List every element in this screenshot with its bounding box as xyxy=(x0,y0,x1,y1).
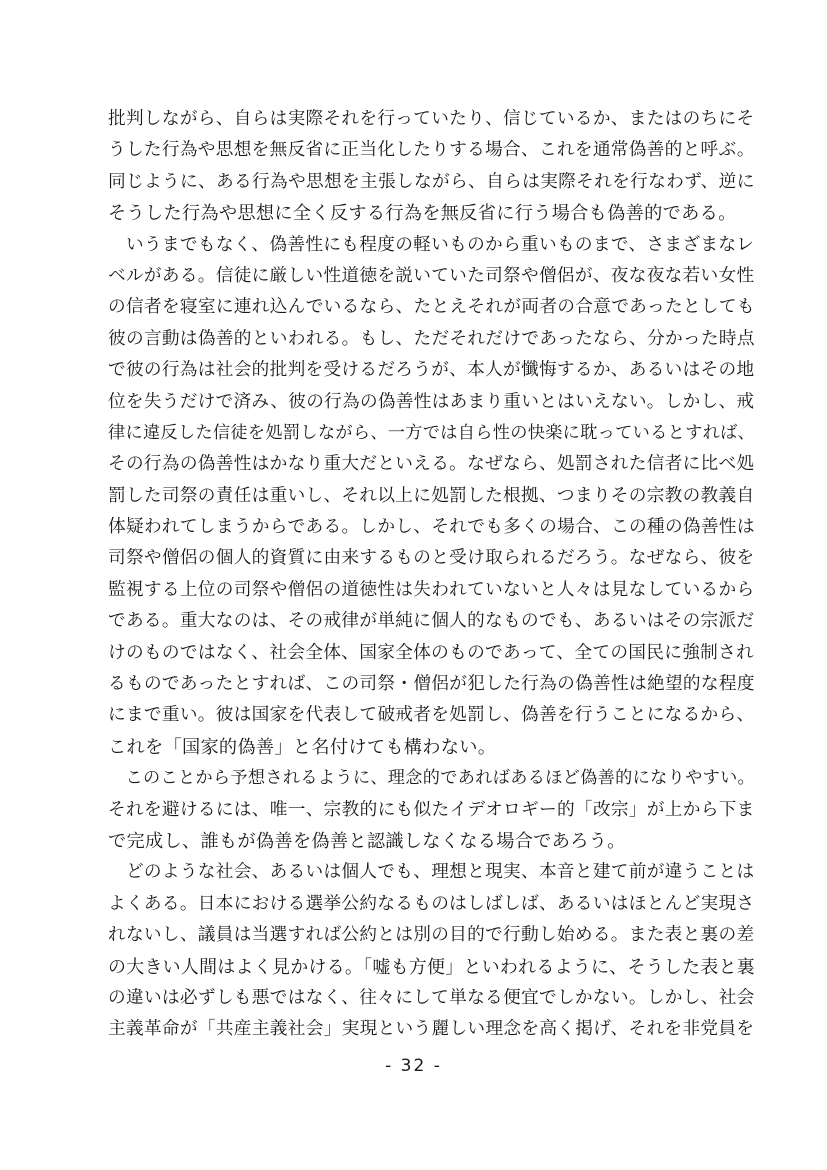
text-line: よくある。日本における選挙公約なるものはしばしば、あるいはほとんど実現さ xyxy=(108,893,755,914)
text-line: 体疑われてしまうからである。しかし、それでも多くの場合、この種の偽善性は xyxy=(108,517,755,538)
body-text xyxy=(108,104,758,1046)
text-line: れないし、議員は当選すれば公約とは別の目的で行動し始める。また表と裏の差 xyxy=(108,925,755,946)
text-line: で彼の行為は社会的批判を受けるだろうが、本人が懺悔するか、あるいはその地 xyxy=(108,360,755,381)
text-line: の大きい人間はよく見かける。「嘘も方便」といわれるように、そうした表と裏 xyxy=(108,956,756,978)
text-line: である。重大なのは、その戒律が単純に個人的なものでも、あるいはその宗派だ xyxy=(108,611,755,632)
text-line: うした行為や思想を無反省に正当化したりする場合、これを通常偽善的と呼ぶ。 xyxy=(108,140,755,161)
text-line: それを避けるには、唯一、宗教的にも似たイデオロギー的「改宗」が上から下ま xyxy=(108,799,755,820)
text-line: どのような社会、あるいは個人でも、理想と現実、本音と建て前が違うことは xyxy=(108,862,755,883)
text-line: 批判しながら、自らは実際それを行っていたり、信じているか、またはのちにそ xyxy=(108,109,755,129)
text-line: その行為の偽善性はかなり重大だといえる。なぜなら、処罰された信者に比べ処 xyxy=(108,454,755,475)
text-line: いうまでもなく、偽善性にも程度の軽いものから重いものまで、さまざまなレ xyxy=(108,234,755,255)
text-line: 律に違反した信徒を処罰しながら、一方では自ら性の快楽に耽っているとすれば、 xyxy=(108,422,756,443)
page-number: - 32 - xyxy=(385,1056,442,1076)
text-line: ベルがある。信徒に厳しい性道徳を説いていた司祭や僧侶が、夜な夜な若い女性 xyxy=(108,265,755,286)
text-line: 同じように、ある行為や思想を主張しながら、自らは実際それを行なわず、逆に xyxy=(108,171,755,192)
text-line: そうした行為や思想に全く反する行為を無反省に行う場合も偽善的である。 xyxy=(108,203,737,225)
text-line: このことから予想されるように、理念的であればあるほど偽善的になりやすい。 xyxy=(108,768,756,789)
text-line: の違いは必ずしも悪ではなく、往々にして単なる便宜でしかない。しかし、社会 xyxy=(108,987,755,1008)
text-line: るものであったとすれば、この司祭・僧侶が犯した行為の偽善性は絶望的な程度 xyxy=(108,674,755,695)
text-line: の信者を寝室に連れ込んでいるなら、たとえそれが両者の合意であったとしても xyxy=(108,297,755,318)
text-line: 司祭や僧侶の個人的資質に由来するものと受け取られるだろう。なぜなら、彼を xyxy=(108,548,755,569)
text-line: 監視する上位の司祭や僧侶の道徳性は失われていないと人々は見なしているから xyxy=(108,579,755,600)
text-line: これを「国家的偽善」と名付けても構わない。 xyxy=(108,736,497,758)
text-line: で完成し、誰もが偽善を偽善と認識しなくなる場合であろう。 xyxy=(108,830,626,852)
text-line: 彼の言動は偽善的といわれる。もし、ただそれだけであったなら、分かった時点 xyxy=(108,328,755,349)
text-line: 位を失うだけで済み、彼の行為の偽善性はあまり重いとはいえない。しかし、戒 xyxy=(108,391,755,412)
text-line: 罰した司祭の責任は重いし、それ以上に処罰した根拠、つまりその宗教の教義自 xyxy=(108,485,755,506)
text-line: にまで重い。彼は国家を代表して破戒者を処罰し、偽善を行うことになるから、 xyxy=(108,705,755,726)
text-line: 主義革命が「共産主義社会」実現という麗しい理念を高く掲げ、それを非党員を xyxy=(108,1019,755,1040)
text-line: けのものではなく、社会全体、国家全体のものであって、全ての国民に強制され xyxy=(108,642,755,663)
